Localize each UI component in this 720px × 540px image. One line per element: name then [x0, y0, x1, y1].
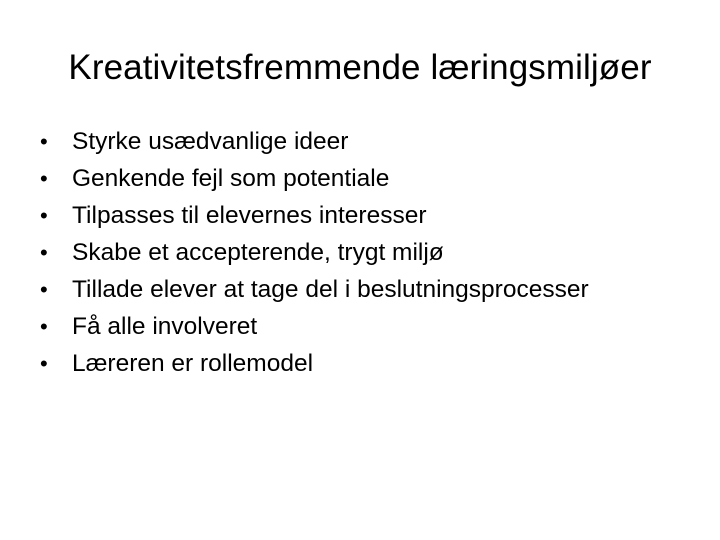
list-item — [40, 202, 660, 230]
bullet-icon: • — [40, 351, 48, 376]
bullet-icon: • — [40, 277, 48, 302]
bullet-icon: • — [40, 240, 48, 265]
list-item-text: Tillade elever at tage del i beslutningsprocesser — [72, 276, 589, 303]
list-item-text: Få alle involveret — [72, 313, 258, 340]
list-item-text: Genkende fejl som potentiale — [72, 165, 390, 192]
list-item-text: Tilpasses til elevernes interesser — [72, 202, 427, 229]
list-item — [40, 350, 660, 378]
bullet-icon: • — [40, 166, 48, 191]
bullet-icon: • — [40, 129, 48, 154]
bullet-list — [40, 128, 660, 387]
list-item-text: Styrke usædvanlige ideer — [72, 128, 349, 155]
bullet-icon: • — [40, 203, 48, 228]
list-item — [40, 165, 660, 193]
slide-title: Kreativitetsfremmende læringsmiljøer — [68, 48, 652, 87]
list-item — [40, 239, 660, 267]
list-item-text: Læreren er rollemodel — [72, 350, 314, 377]
list-item — [40, 128, 660, 156]
list-item-text: Skabe et accepterende, trygt miljø — [72, 239, 444, 266]
list-item — [40, 313, 660, 341]
bullet-icon: • — [40, 314, 48, 339]
list-item — [40, 276, 660, 304]
